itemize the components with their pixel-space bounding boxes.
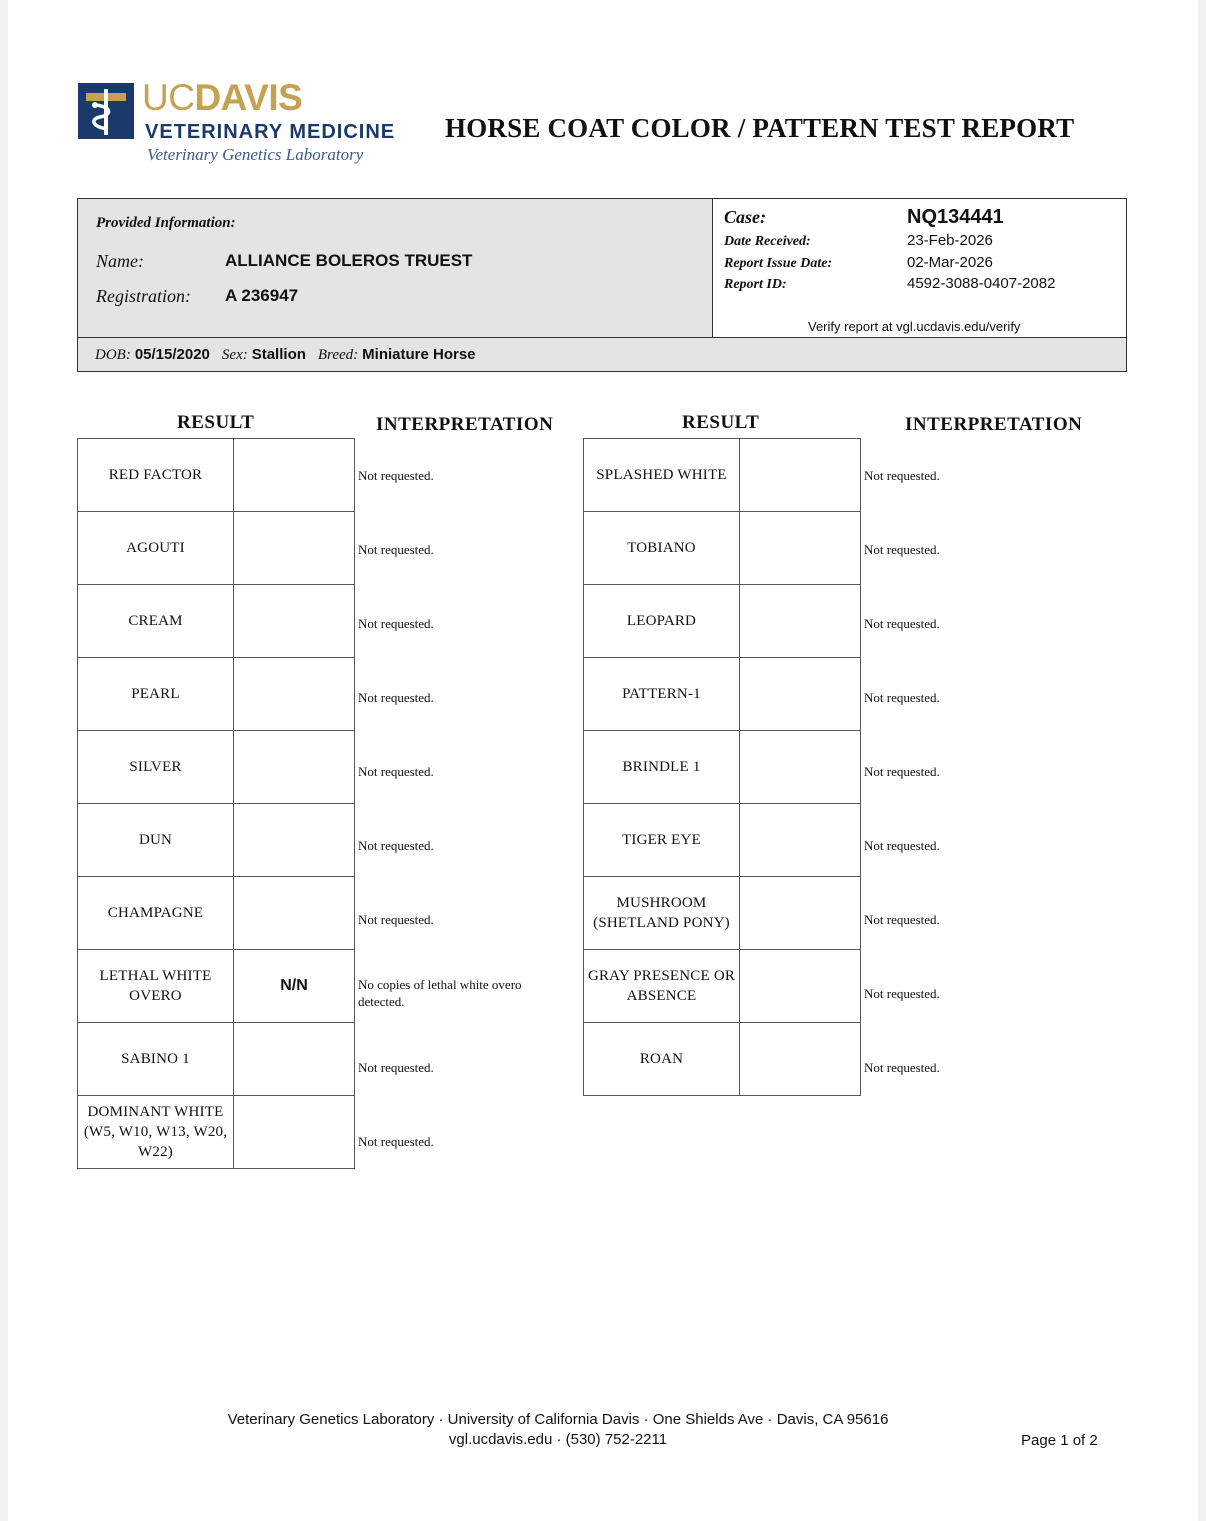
table-row — [78, 1023, 355, 1096]
test-result — [234, 658, 355, 731]
report-issue-date-value: 02-Mar-2026 — [907, 254, 993, 271]
test-name: LEOPARD — [584, 585, 740, 658]
name-value: ALLIANCE BOLEROS TRUEST — [225, 251, 473, 270]
interpretation-text: Not requested. — [864, 541, 940, 557]
provided-info-panel — [78, 199, 713, 337]
test-name: MUSHROOM (SHETLAND PONY) — [584, 877, 740, 950]
interpretation-text: No copies of lethal white overo detected. — [358, 977, 522, 1009]
test-name: BRINDLE 1 — [584, 731, 740, 804]
report-id-value: 4592-3088-0407-2082 — [907, 275, 1056, 292]
breed-label: Breed: — [317, 347, 359, 363]
date-received-value: 23-Feb-2026 — [907, 232, 993, 249]
interpretation-text: Not requested. — [358, 1133, 434, 1149]
verify-link[interactable]: Verify report at vgl.ucdavis.edu/verify — [808, 319, 1021, 334]
table-row — [584, 804, 861, 877]
report-title: HORSE COAT COLOR / PATTERN TEST REPORT — [445, 113, 1075, 143]
info-box — [77, 198, 1127, 372]
table-row — [78, 1096, 355, 1169]
logo-ucdavis: UCDAVIS — [142, 77, 303, 118]
report-id-label: Report ID: — [724, 277, 787, 292]
case-label: Case: — [724, 207, 766, 227]
table-row — [78, 439, 355, 512]
left-result-header: RESULT — [177, 412, 255, 433]
table-row — [584, 439, 861, 512]
breed-value: Miniature Horse — [362, 346, 476, 363]
table-row — [584, 877, 861, 950]
test-name: DUN — [78, 804, 234, 877]
test-result — [234, 439, 355, 512]
footer-contact: vgl.ucdavis.edu · (530) 752-2211 — [448, 1431, 668, 1448]
interpretation-text: Not requested. — [864, 763, 940, 779]
test-name: TOBIANO — [584, 512, 740, 585]
interpretation-text: Not requested. — [864, 985, 940, 1001]
test-result — [740, 950, 861, 1023]
table-row — [584, 512, 861, 585]
case-value: NQ134441 — [907, 206, 1004, 228]
dob-label: DOB: — [95, 347, 131, 363]
test-name: SPLASHED WHITE — [584, 439, 740, 512]
interpretation-text: Not requested. — [358, 615, 434, 631]
animal-details-bar — [78, 337, 1126, 371]
test-result — [234, 512, 355, 585]
provided-info-label: Provided Information: — [96, 215, 236, 231]
table-row — [78, 950, 355, 1023]
interpretation-text: Not requested. — [864, 615, 940, 631]
test-name: CREAM — [78, 585, 234, 658]
test-result — [234, 804, 355, 877]
interpretation-text: Not requested. — [358, 689, 434, 705]
table-row — [78, 512, 355, 585]
test-result — [234, 1023, 355, 1096]
table-row — [78, 804, 355, 877]
dob-value: 05/15/2020 — [134, 346, 210, 363]
table-row — [584, 731, 861, 804]
test-result — [740, 877, 861, 950]
table-row — [584, 950, 861, 1023]
test-name: AGOUTI — [78, 512, 234, 585]
registration-value: A 236947 — [225, 286, 299, 305]
test-result — [234, 877, 355, 950]
test-result — [740, 804, 861, 877]
table-row — [78, 731, 355, 804]
interpretation-text: Not requested. — [864, 911, 940, 927]
interpretation-text: Not requested. — [358, 763, 434, 779]
test-result — [740, 1023, 861, 1096]
report-page — [8, 0, 1198, 1521]
interpretation-text: Not requested. — [358, 467, 434, 483]
interpretation-text: Not requested. — [358, 837, 434, 853]
right-result-header: RESULT — [682, 412, 760, 433]
test-result — [234, 585, 355, 658]
left-interpretation-header: INTERPRETATION — [376, 414, 554, 435]
test-name: CHAMPAGNE — [78, 877, 234, 950]
test-result: N/N — [234, 950, 355, 1023]
page-number: Page 1 of 2 — [1021, 1432, 1098, 1449]
test-result — [740, 512, 861, 585]
table-row — [584, 658, 861, 731]
logo-veterinary-medicine: VETERINARY MEDICINE — [145, 121, 396, 143]
test-result — [234, 1096, 355, 1169]
table-row — [78, 877, 355, 950]
test-result — [740, 439, 861, 512]
logo-genetics-lab: Veterinary Genetics Laboratory — [147, 145, 364, 164]
test-result — [234, 731, 355, 804]
interpretation-text: Not requested. — [358, 911, 434, 927]
test-name: SABINO 1 — [78, 1023, 234, 1096]
test-name: PEARL — [78, 658, 234, 731]
interpretation-text: Not requested. — [864, 467, 940, 483]
date-received-label: Date Received: — [724, 234, 811, 249]
registration-label: Registration: — [96, 286, 191, 306]
test-name: TIGER EYE — [584, 804, 740, 877]
table-row — [584, 585, 861, 658]
interpretation-text: Not requested. — [358, 1059, 434, 1075]
caduceus-icon — [78, 83, 134, 139]
sex-value: Stallion — [251, 346, 306, 363]
test-name: DOMINANT WHITE (W5, W10, W13, W20, W22) — [78, 1096, 234, 1169]
test-result — [740, 585, 861, 658]
test-result — [740, 731, 861, 804]
right-interpretation-header: INTERPRETATION — [905, 414, 1083, 435]
interpretation-text: Not requested. — [864, 1059, 940, 1075]
table-row — [78, 585, 355, 658]
report-issue-date-label: Report Issue Date: — [724, 256, 833, 271]
interpretation-text: Not requested. — [864, 689, 940, 705]
interpretation-text: Not requested. — [358, 541, 434, 557]
footer-address: Veterinary Genetics Laboratory · University of California Davis · One Shields Ave · Davis, CA 95616 — [227, 1411, 889, 1428]
test-name: RED FACTOR — [78, 439, 234, 512]
test-result — [740, 658, 861, 731]
sex-label: Sex: — [221, 347, 248, 363]
interpretation-text: Not requested. — [864, 837, 940, 853]
test-name: GRAY PRESENCE OR ABSENCE — [584, 950, 740, 1023]
test-name: LETHAL WHITE OVERO — [78, 950, 234, 1023]
test-name: ROAN — [584, 1023, 740, 1096]
test-name: SILVER — [78, 731, 234, 804]
test-name: PATTERN-1 — [584, 658, 740, 731]
table-row — [78, 658, 355, 731]
name-label: Name: — [96, 251, 144, 271]
right-results-table — [583, 438, 861, 1096]
left-results-table — [77, 438, 355, 1169]
table-row — [584, 1023, 861, 1096]
